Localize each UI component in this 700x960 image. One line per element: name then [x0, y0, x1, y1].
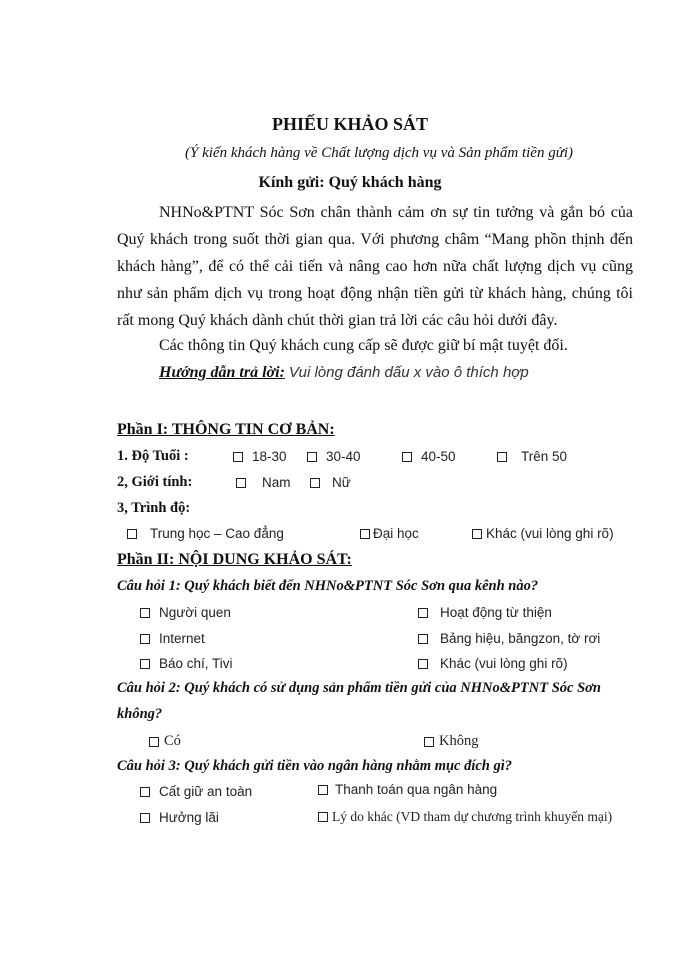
checkbox[interactable]: [233, 452, 243, 462]
instruction-text: Vui lòng đánh dấu x vào ô thích hợp: [288, 364, 529, 381]
checkbox[interactable]: [402, 452, 412, 462]
age-option-over-50[interactable]: Trên 50: [497, 449, 567, 464]
question-2-line1: Câu hỏi 2: Quý khách có sử dụng sản phẩm tiền gửi của NHNo&PTNT Sóc Sơn: [117, 680, 601, 696]
q3-option-safekeeping[interactable]: Cất giữ an toàn: [140, 784, 252, 799]
q1-option-internet[interactable]: Internet: [140, 631, 205, 646]
age-option-30-40[interactable]: 30-40: [307, 449, 361, 464]
q1-option-other[interactable]: Khác (vui lòng ghi rõ): [418, 656, 568, 671]
checkbox[interactable]: [127, 529, 137, 539]
checkbox[interactable]: [418, 659, 428, 669]
checkbox[interactable]: [307, 452, 317, 462]
checkbox[interactable]: [140, 659, 150, 669]
checkbox[interactable]: [149, 737, 159, 747]
greeting: Kính gửi: Quý khách hàng: [258, 174, 442, 191]
age-label: 1. Độ Tuổi :: [117, 448, 189, 464]
q2-option-no[interactable]: Không: [424, 733, 478, 750]
checkbox[interactable]: [140, 608, 150, 618]
q1-option-press-tv[interactable]: Báo chí, Tivi: [140, 656, 233, 671]
gender-option-male[interactable]: Nam: [236, 475, 291, 490]
q3-option-payment[interactable]: Thanh toán qua ngân hàng: [318, 782, 497, 797]
checkbox[interactable]: [140, 813, 150, 823]
instruction: [159, 364, 529, 382]
checkbox[interactable]: [140, 634, 150, 644]
age-option-40-50[interactable]: 40-50: [402, 449, 456, 464]
intro-paragraph: NHNo&PTNT Sóc Sơn chân thành cảm ơn sự tin tưởng và gắn bó của Quý khách trong suốt thời gian qua. Với phương châm “Mang phồn thịnh đến khách hàng”, để có thể cải tiến và nâng cao hơn nữa chất lượng dịch vụ cũng như sản phẩm dịch vụ trong hoạt động nhận tiền gửi từ khách hàng, chúng tôi rất mong Quý khách dành chút thời gian trả lời các câu hỏi dưới đây.: [117, 204, 633, 329]
checkbox[interactable]: [497, 452, 507, 462]
education-option-university[interactable]: Đại học: [360, 526, 419, 541]
checkbox[interactable]: [318, 812, 328, 822]
q2-option-yes[interactable]: Có: [149, 733, 181, 750]
page-subtitle: (Ý kiến khách hàng về Chất lượng dịch vụ và Sản phẩm tiền gửi): [185, 145, 574, 161]
checkbox[interactable]: [236, 478, 246, 488]
q1-option-charity[interactable]: Hoạt động từ thiện: [418, 605, 552, 620]
checkbox[interactable]: [418, 608, 428, 618]
q1-option-signage[interactable]: Bảng hiệu, băngzon, tờ rơi: [418, 631, 600, 646]
age-option-18-30[interactable]: 18-30: [233, 449, 287, 464]
instruction-label: Hướng dẫn trả lời:: [159, 364, 285, 381]
privacy-note: Các thông tin Quý khách cung cấp sẽ được giữ bí mật tuyệt đối.: [159, 337, 568, 354]
gender-option-female[interactable]: Nữ: [310, 475, 351, 490]
question-3: Câu hỏi 3: Quý khách gửi tiền vào ngân hàng nhằm mục đích gì?: [117, 758, 513, 774]
education-option-other[interactable]: Khác (vui lòng ghi rõ): [472, 526, 614, 541]
gender-label: 2, Giới tính:: [117, 474, 193, 490]
checkbox[interactable]: [424, 737, 434, 747]
checkbox[interactable]: [472, 529, 482, 539]
part1-title: Phần I: THÔNG TIN CƠ BẢN:: [117, 421, 335, 438]
checkbox[interactable]: [140, 787, 150, 797]
education-option-highschool[interactable]: Trung học – Cao đẳng: [127, 526, 284, 541]
question-1: Câu hỏi 1: Quý khách biết đến NHNo&PTNT Sóc Sơn qua kênh nào?: [117, 578, 539, 594]
question-2-line2: không?: [117, 706, 163, 722]
checkbox[interactable]: [360, 529, 370, 539]
checkbox[interactable]: [418, 634, 428, 644]
q1-option-acquaintance[interactable]: Người quen: [140, 605, 231, 620]
q3-option-other[interactable]: Lý do khác (VD tham dự chương trình khuyến mại): [318, 809, 612, 825]
checkbox[interactable]: [310, 478, 320, 488]
checkbox[interactable]: [318, 785, 328, 795]
education-label: 3, Trình độ:: [117, 500, 191, 516]
q3-option-interest[interactable]: Hưởng lãi: [140, 810, 219, 825]
part2-title: Phần II: NỘI DUNG KHẢO SÁT:: [117, 551, 352, 568]
page-title: PHIẾU KHẢO SÁT: [271, 114, 429, 134]
